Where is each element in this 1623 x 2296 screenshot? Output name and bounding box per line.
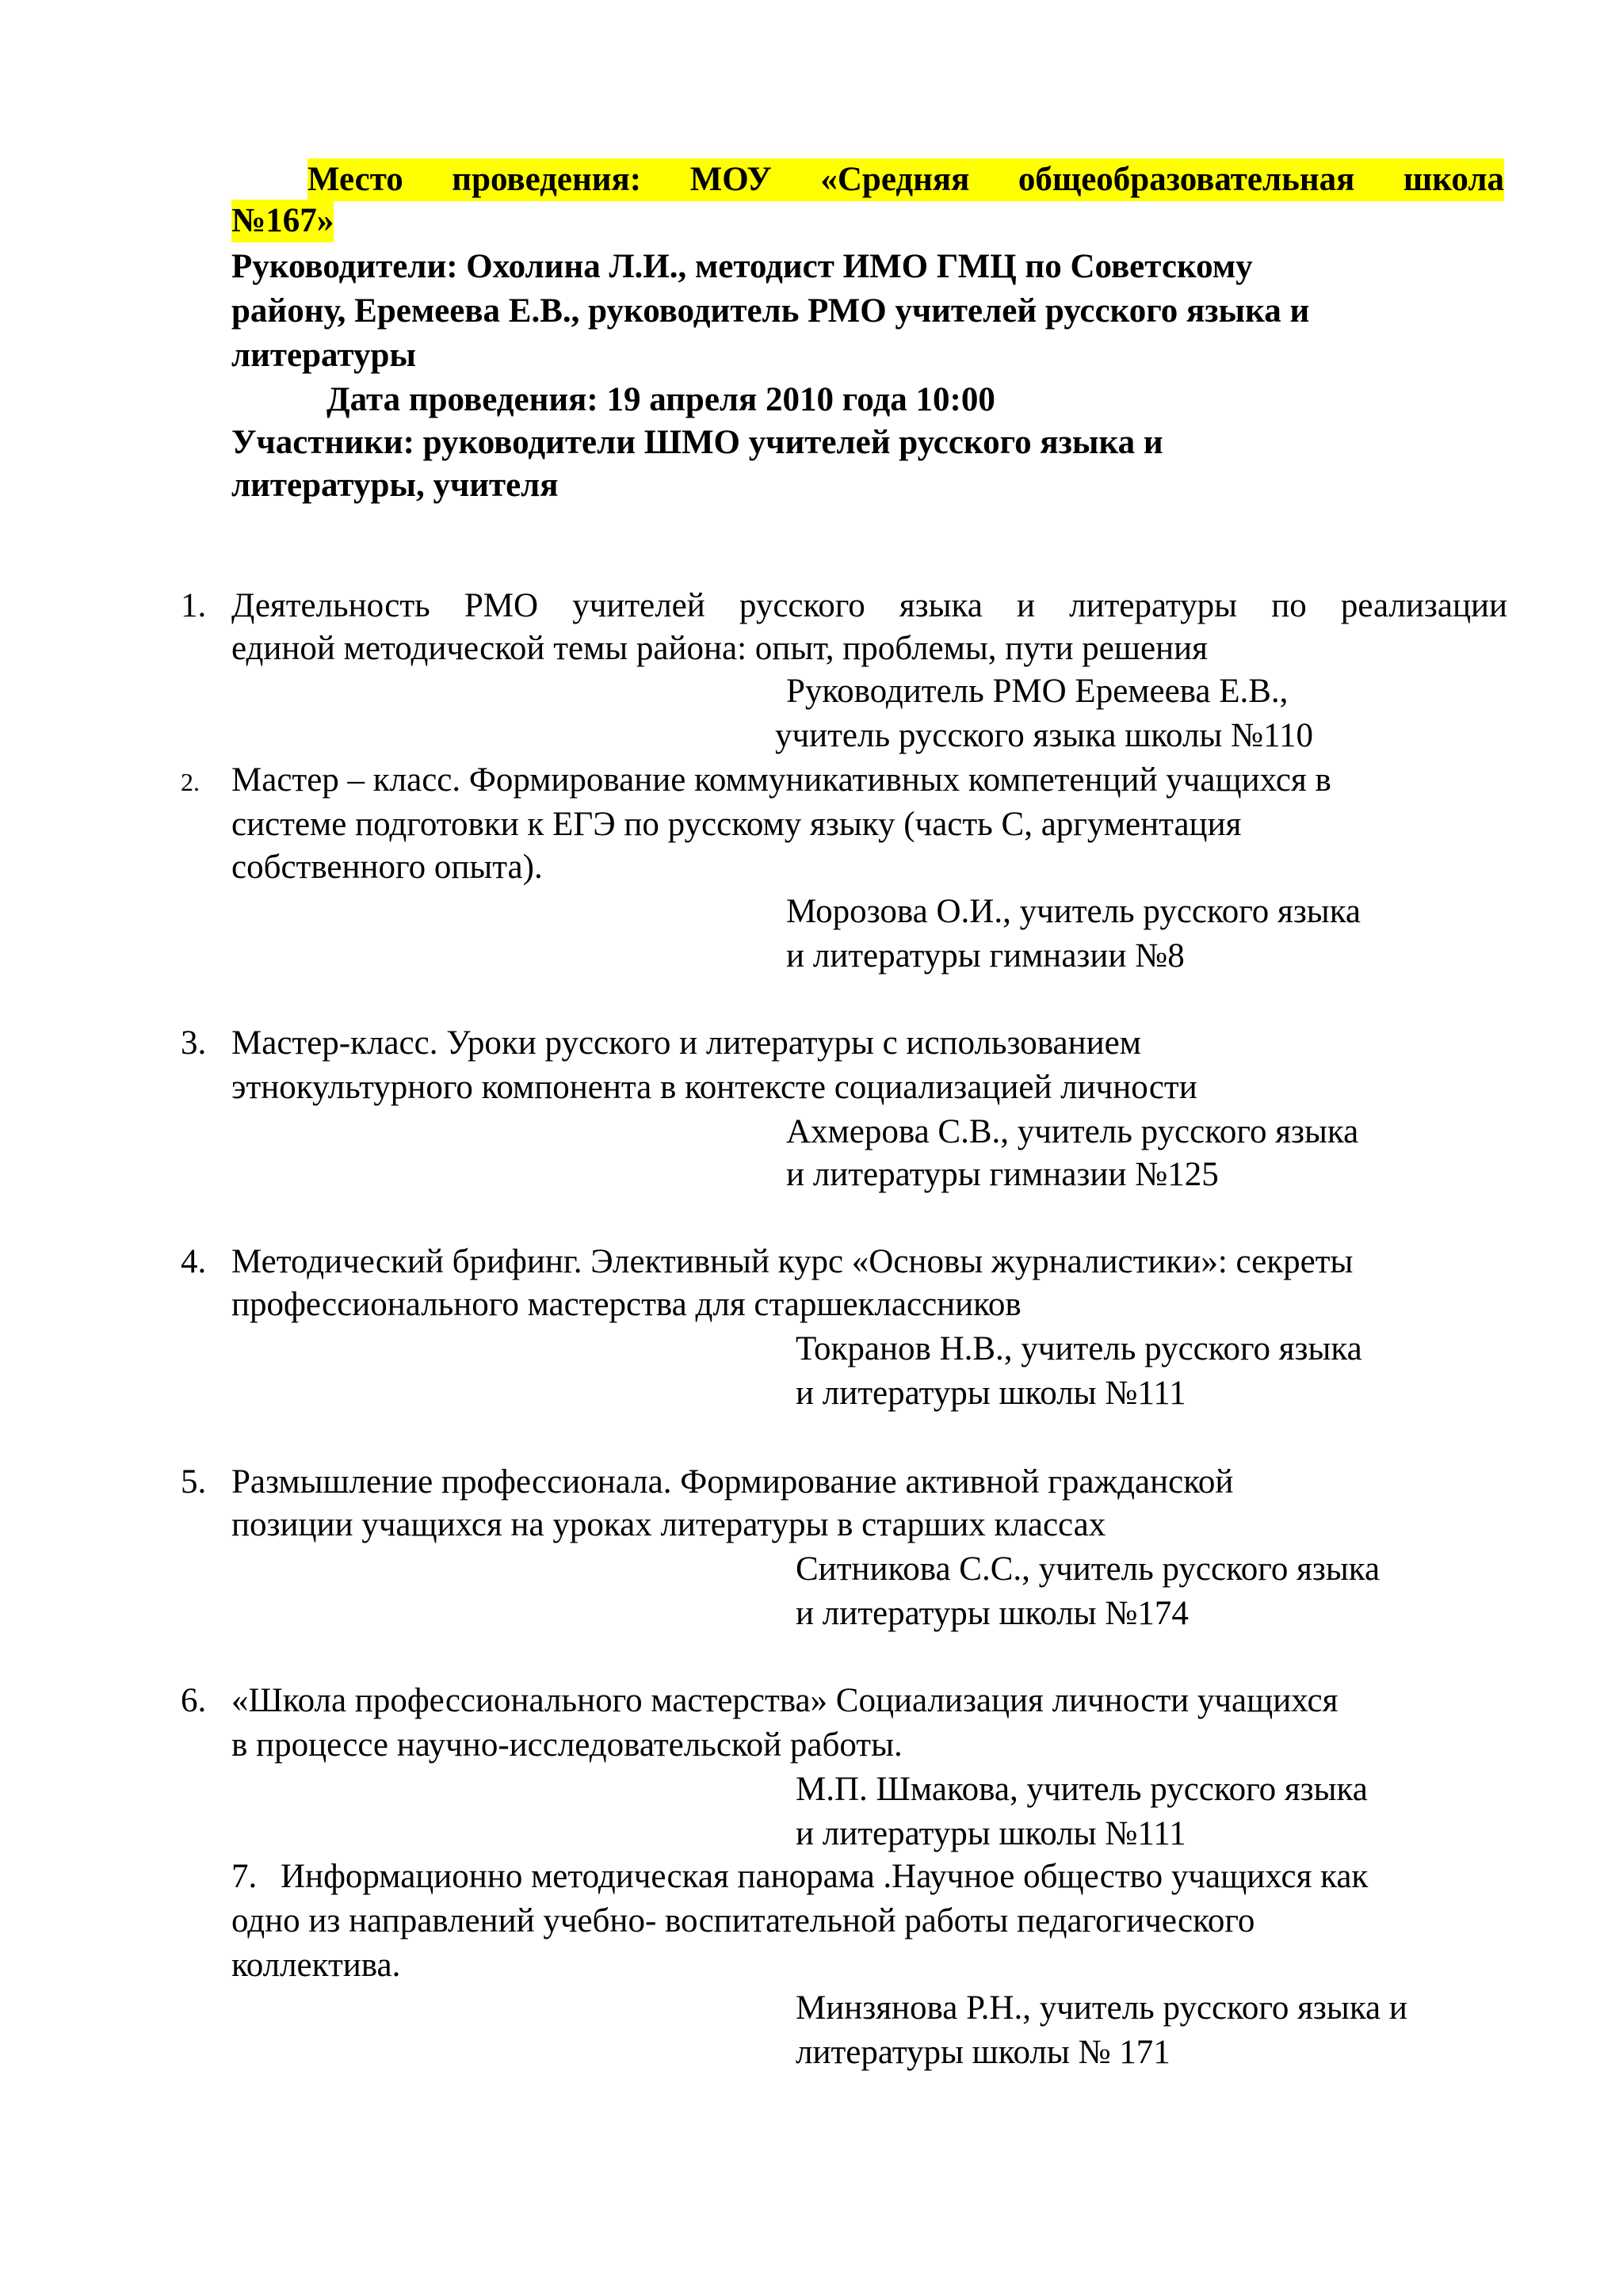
agenda-item-speaker: Морозова О.И., учитель русского языка [786, 893, 1361, 930]
agenda-item-text: одно из направлений учебно- воспитательной работы педагогического [231, 1902, 1255, 1939]
agenda-item-text: Методический брифинг. Элективный курс «Основы журналистики»: секреты [231, 1243, 1354, 1280]
agenda-item-number: 2. [181, 768, 200, 796]
agenda-item-text: Размышление профессионала. Формирование активной гражданской [231, 1463, 1234, 1501]
agenda-item-number: 7. [231, 1858, 258, 1895]
agenda-item-number: 4. [181, 1243, 207, 1280]
agenda-item-speaker: Ахмерова С.В., учитель русского языка [786, 1113, 1359, 1150]
leaders-line-3: литературы [231, 337, 416, 374]
agenda-item-speaker: Токранов Н.В., учитель русского языка [796, 1330, 1362, 1367]
agenda-item-number: 5. [181, 1463, 207, 1501]
agenda-item-text: профессионального мастерства для старшеклассников [231, 1286, 1022, 1323]
participants-line-2: литературы, учителя [231, 467, 559, 504]
agenda-item-number: 3. [181, 1024, 207, 1062]
agenda-item-speaker: Ситникова С.С., учитель русского языка [796, 1550, 1381, 1588]
agenda-item-speaker: и литературы школы №111 [796, 1375, 1186, 1412]
agenda-item-speaker: учитель русского языка школы №110 [775, 717, 1313, 754]
agenda-item-text: Мастер – класс. Формирование коммуникативных компетенций учащихся в [231, 761, 1331, 799]
date-line: Дата проведения: 19 апреля 2010 года 10:00 [327, 381, 995, 418]
agenda-item-text: Мастер-класс. Уроки русского и литературы с использованием [231, 1024, 1141, 1062]
leaders-line-1: Руководители: Охолина Л.И., методист ИМО ГМЦ по Советскому [231, 248, 1253, 285]
agenda-item-speaker: и литературы школы №174 [796, 1595, 1189, 1632]
agenda-item-text: коллектива. [231, 1947, 401, 1984]
agenda-item-text: позиции учащихся на уроках литературы в старших классах [231, 1506, 1106, 1543]
agenda-item-text: «Школа профессионального мастерства» Социализация личности учащихся [231, 1682, 1338, 1719]
leaders-line-2: району, Еремеева Е.В., руководитель РМО учителей русского языка и [231, 292, 1310, 330]
agenda-item-number: 6. [181, 1682, 207, 1719]
agenda-item-text: единой методической темы района: опыт, проблемы, пути решения [231, 630, 1208, 667]
agenda-item-text: системе подготовки к ЕГЭ по русскому языку (часть С, аргументация [231, 806, 1242, 843]
agenda-item-speaker: и литературы школы №111 [796, 1815, 1186, 1852]
agenda-item-speaker: Минзянова Р.Н., учитель русского языка и [796, 1989, 1407, 2027]
agenda-item-speaker: и литературы гимназии №8 [786, 937, 1185, 974]
agenda-item-text: в процессе научно-исследовательской работы. [231, 1726, 903, 1764]
agenda-item-number: 1. [181, 587, 207, 624]
agenda-item-text: собственного опыта). [231, 849, 543, 886]
agenda-item-text: Деятельность РМО учителей русского языка и литературы по реализации [231, 587, 1507, 624]
agenda-item-speaker: Руководитель РМО Еремеева Е.В., [786, 673, 1289, 710]
participants-line-1: Участники: руководители ШМО учителей русского языка и [231, 424, 1163, 461]
agenda-item-speaker: и литературы гимназии №125 [786, 1156, 1219, 1193]
agenda-item-text: этнокультурного компонента в контексте социализацией личности [231, 1069, 1197, 1106]
venue-line-1: Место проведения: МОУ «Средняя общеобразовательная школа [307, 158, 1504, 201]
agenda-item-speaker: литературы школы № 171 [796, 2034, 1170, 2071]
venue-line-2: №167» [231, 200, 334, 242]
agenda-item-text: Информационно методическая панорама .Научное общество учащихся как [281, 1858, 1369, 1895]
agenda-item-speaker: М.П. Шмакова, учитель русского языка [796, 1771, 1368, 1808]
